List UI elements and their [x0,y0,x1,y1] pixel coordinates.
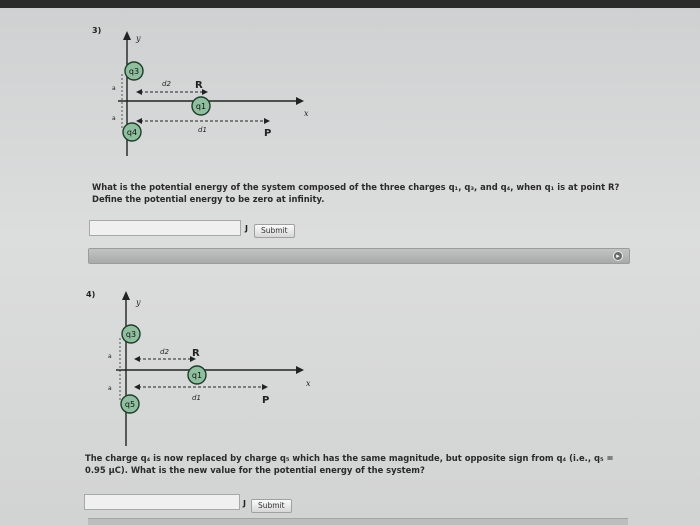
charge-q1-label: q1 [195,102,207,111]
question-3-text: What is the potential energy of the system composed of the three charges q₁, q₃, and q₄, when q₁ is at point R? Define the potential energy to be zero at infinity. [92,182,620,204]
charge-q4-label: q4 [126,128,138,137]
question-divider-bar[interactable] [88,248,630,264]
charge-q1-label: q1 [191,371,203,380]
question-4-unit: J [243,499,246,508]
y-axis-arrow-icon [122,291,130,300]
x-axis-label: x [306,379,311,388]
question-3-answer-input[interactable] [89,220,241,236]
charge-q5-label: q5 [124,400,136,409]
distance-a-lower-label: a [112,115,116,122]
distance-d2-label: d2 [162,80,171,88]
point-r-label: R [195,80,203,91]
distance-a-upper-label: a [108,353,112,360]
question-4-submit-button[interactable]: Submit [251,499,292,513]
question-3-submit-button[interactable]: Submit [254,224,295,238]
window-top-edge [0,0,700,8]
point-r-label: R [192,348,200,359]
question-number: 4) [86,290,96,299]
distance-a-lower-label: a [108,385,112,392]
expand-icon[interactable]: ▸ [613,251,623,261]
point-p-label: P [262,395,270,406]
question-4-diagram [100,288,320,448]
y-axis-label: y [136,34,141,43]
question-number: 3) [92,26,102,35]
distance-d1-label: d1 [198,126,207,134]
y-axis-label: y [136,298,141,307]
charge-q3-label: q3 [125,330,137,339]
distance-d2-label: d2 [160,348,169,356]
distance-a-upper-label: a [112,85,116,92]
charge-q3-label: q3 [128,67,140,76]
next-question-bar [88,518,628,525]
x-axis-arrow-icon [296,97,304,105]
question-3-diagram [100,28,320,158]
distance-d1-label: d1 [192,394,201,402]
x-axis-label: x [304,109,309,118]
point-p-label: P [264,128,272,139]
question-4-text: The charge q₄ is now replaced by charge q₅ which has the same magnitude, but opposite sign from q₄ (i.e., q₅ = 0.95 μC). What is the new value for the potential energy of the system? [85,453,614,475]
x-axis-arrow-icon [296,366,304,374]
question-3-unit: J [245,224,248,233]
y-axis-arrow-icon [123,31,131,40]
question-4-answer-input[interactable] [84,494,240,510]
